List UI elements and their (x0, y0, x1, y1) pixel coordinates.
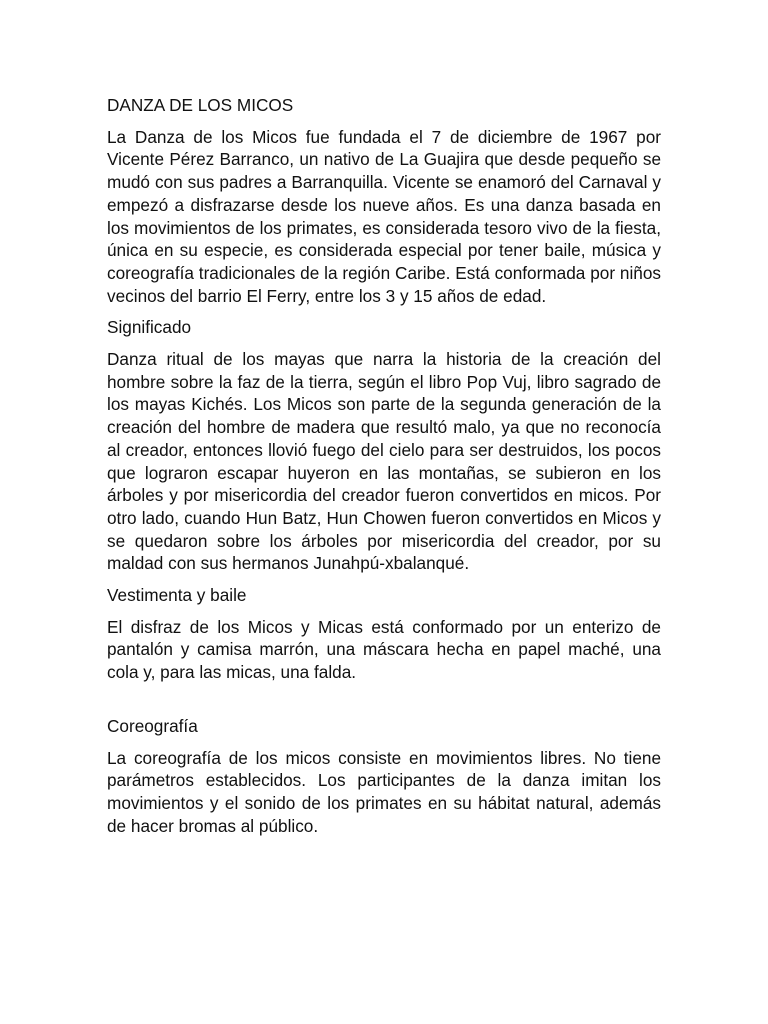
document-title: DANZA DE LOS MICOS (107, 95, 294, 115)
document-page (107, 94, 661, 846)
intro-paragraph: La Danza de los Micos fue fundada el 7 de diciembre de 1967 por Vicente Pérez Barranco, un nativo de La Guajira que desde pequeño se mudó con sus padres a Barranquilla. Vicente se enamoró del Carnaval y empezó a disfrazarse desde los nueve años. Es una danza basada en los movimientos de los primates, es considerada tesoro vivo de la fiesta, única en su especie, es considerada especial por tener baile, música y coreografía tradicionales de la región Caribe. Está conformada por niños vecinos del barrio El Ferry, entre los 3 y 15 años de edad. (107, 126, 661, 306)
section-paragraph-coreografia: La coreografía de los micos consiste en movimientos libres. No tiene parámetros establecidos. Los participantes de la danza imitan los movimientos y el sonido de los primates en su hábitat natural, además de hacer bromas al público. (107, 747, 661, 836)
section-paragraph-vestimenta: El disfraz de los Micos y Micas está conformado por un enterizo de pantalón y camisa marrón, una máscara hecha en papel maché, una cola y, para las micas, una falda. (107, 616, 661, 683)
blank-line (107, 693, 661, 715)
section-heading-coreografia: Coreografía (107, 715, 198, 736)
section-heading-significado: Significado (107, 317, 192, 338)
section-paragraph-significado: Danza ritual de los mayas que narra la historia de la creación del hombre sobre la faz de la tierra, según el libro Pop Vuj, libro sagrado de los mayas Kichés. Los Micos son parte de la segunda generación de la creación del hombre de madera que resultó malo, ya que no reconocía al creador, entonces llovió fuego del cielo para ser destruidos, los pocos que lograron escapar huyeron en las montañas, se subieron en los árboles y por misericordia del creador fueron convertidos en micos. Por otro lado, cuando Hun Batz, Hun Chowen fueron convertidos en Micos y se quedaron sobre los árboles por misericordia del creador, por su maldad con sus hermanos Junahpú-xbalanqué. (107, 349, 661, 574)
section-heading-vestimenta: Vestimenta y baile (107, 585, 247, 606)
